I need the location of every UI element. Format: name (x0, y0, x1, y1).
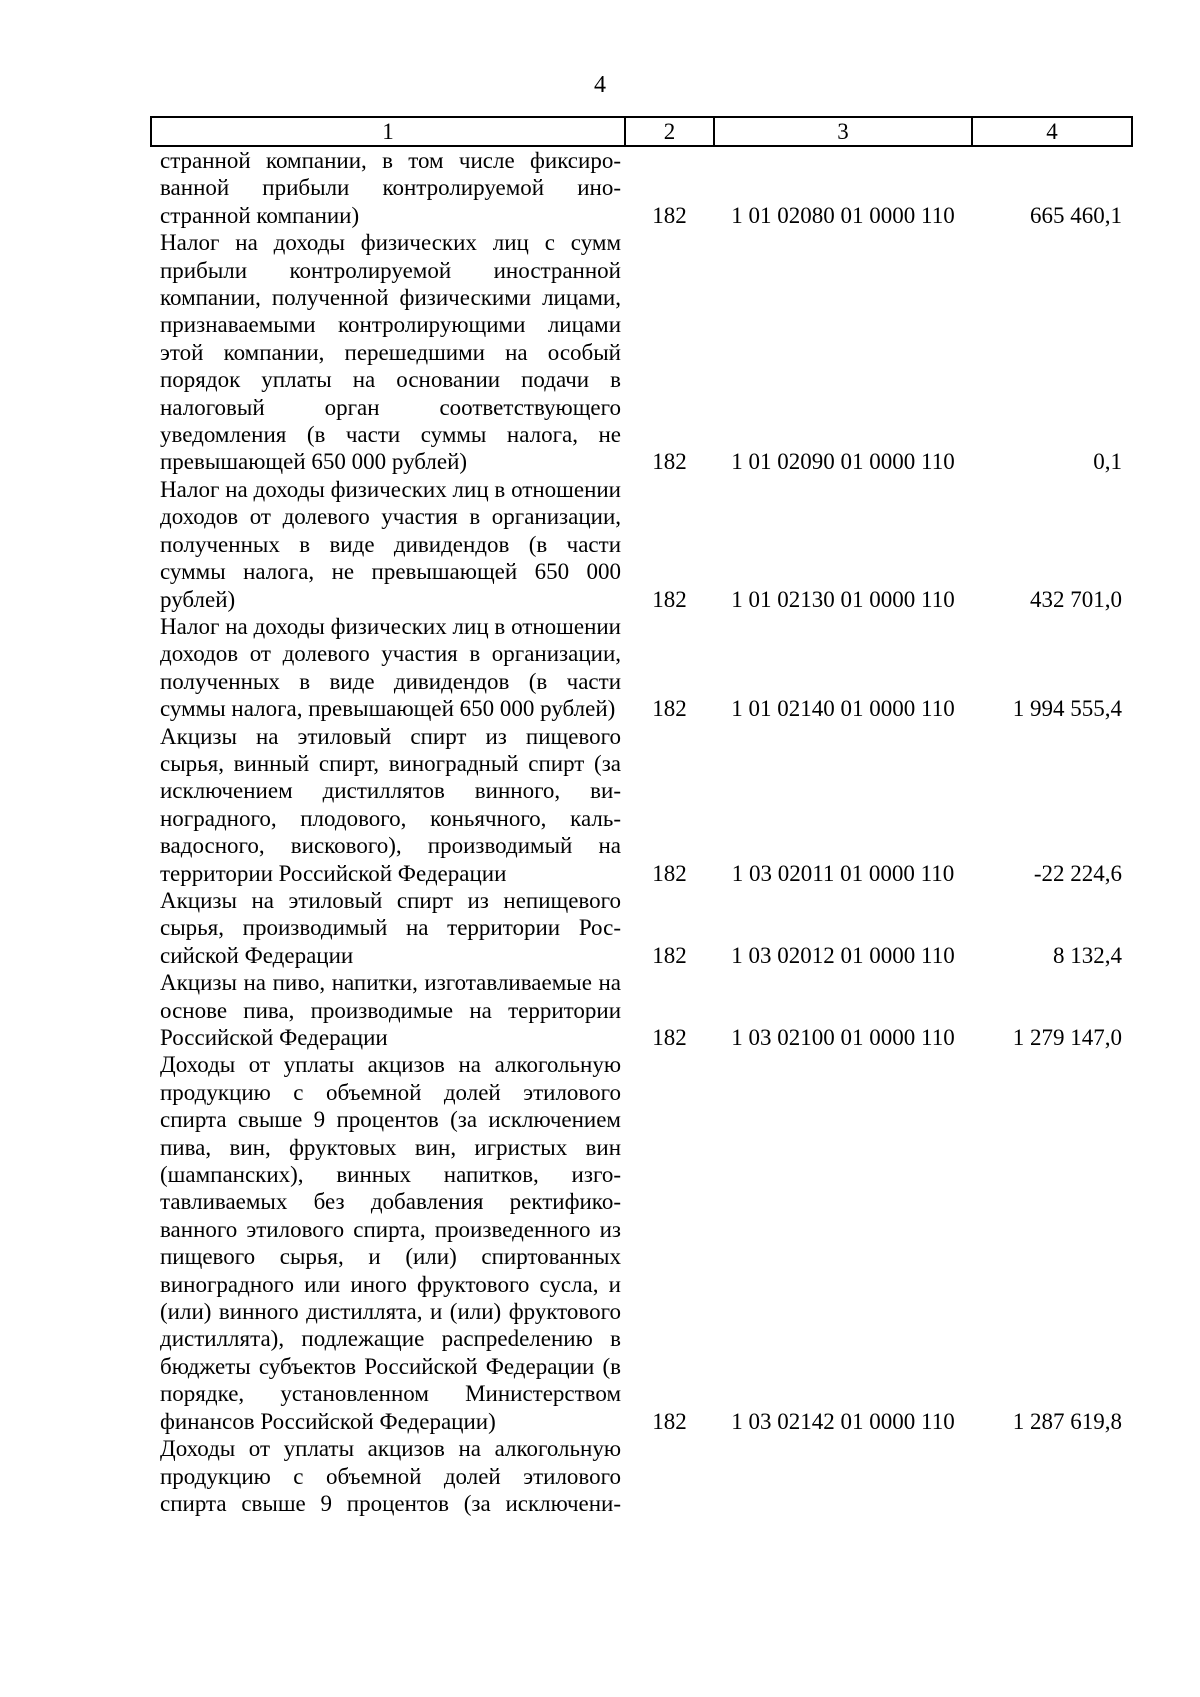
row-amount: 1 279 147,0 (1012, 1025, 1122, 1050)
table-row (151, 1435, 1132, 1517)
table-row (151, 1051, 1132, 1435)
revenue-table (150, 116, 1133, 1517)
table-row (151, 229, 1132, 476)
table-row (151, 476, 1132, 613)
revenue-table-container (150, 116, 1131, 1517)
row-admin-code: 182 (652, 860, 687, 886)
row-description: Налог на доходы физических лиц в отношении доходов от долевого участия в организации, полученных в виде дивидендов (в части суммы налога, не превышающей 650 000 рублей) (160, 476, 621, 612)
row-admin-code: 182 (652, 942, 687, 968)
row-description: Акцизы на пиво, напитки, изготавливаемые на основе пива, производимые на территории Российской Федерации (160, 970, 621, 1050)
row-admin-code: 182 (652, 696, 687, 722)
table-row (151, 723, 1132, 887)
row-budget-code: 1 01 02130 01 0000 110 (731, 586, 955, 612)
row-budget-code: 1 03 02100 01 0000 110 (731, 1025, 955, 1050)
column-header-2: 2 (625, 117, 714, 146)
row-description: Доходы от уплаты акцизов на алкогольную продукцию с объемной долей этилового спирта свыше 9 процентов (за исключени- (160, 1436, 621, 1516)
row-budget-code: 1 03 02011 01 0000 110 (731, 860, 955, 886)
column-header-1: 1 (151, 117, 625, 146)
row-admin-code: 182 (652, 586, 687, 612)
row-description: Акцизы на этиловый спирт из непищевого сырья, производимый на территории Российской Федерации (160, 887, 621, 968)
row-description: странной компании, в том числе фиксированной прибыли контролируемой иностранной компании) (160, 148, 621, 228)
row-budget-code: 1 03 02142 01 0000 110 (731, 1408, 955, 1434)
row-budget-code: 1 01 02090 01 0000 110 (731, 449, 955, 475)
row-description: Доходы от уплаты акцизов на алкогольную продукцию с объемной долей этилового спирта свыше 9 процентов (за исключением пива, вин, фруктовых вин, игристых вин (шампанских), винных напитков, изготавливаемых без добавления ректификованного этилового спирта, произведенного из пищевого сырья, и (или) спиртованных виноградного или иного фруктового сусла, и (или) винного дистиллята, и (или) фруктового дистиллята), подлежащие распреdелению в бюджеты субъектов Российской Федерации (в порядке, установленном Министерством финансов Российской Федерации) (160, 1052, 621, 1434)
row-admin-code: 182 (652, 449, 687, 475)
row-amount: 1 994 555,4 (1012, 696, 1122, 722)
row-admin-code: 182 (652, 1408, 687, 1434)
row-admin-code (625, 1435, 714, 1517)
row-amount: 0,1 (1093, 449, 1122, 475)
row-budget-code: 1 01 02080 01 0000 110 (731, 202, 955, 228)
row-amount: 432 701,0 (1030, 586, 1122, 612)
row-amount: 665 460,1 (1030, 202, 1122, 228)
row-amount: -22 224,6 (1033, 860, 1122, 886)
row-description: Акцизы на этиловый спирт из пищевого сырья, винный спирт, виноградный спирт (за исключением дистиллятов винного, виноградного, плодового, коньячного, кальвадосного, вискового), производимый на территории Российской Федерации (160, 723, 621, 886)
row-budget-code (714, 1435, 972, 1517)
row-amount: 1 287 619,8 (1012, 1408, 1122, 1434)
row-budget-code: 1 01 02140 01 0000 110 (731, 696, 955, 722)
table-row (151, 146, 1132, 229)
row-description: Налог на доходы физических лиц с сумм прибыли контролируемой иностранной компании, полученной физическими лицами, признаваемыми контролирующими лицами этой компании, перешедшими на особый порядок уплаты на основании подачи в налоговый орган соответствующего уведомления (в части суммы налога, не превышающей 650 000 рублей) (160, 230, 621, 475)
table-row (151, 887, 1132, 969)
column-header-3: 3 (714, 117, 972, 146)
table-header-row (151, 117, 1132, 146)
table-row (151, 969, 1132, 1051)
page-number: 4 (594, 72, 606, 98)
row-description: Налог на доходы физических лиц в отношении доходов от долевого участия в организации, полученных в виде дивидендов (в части суммы налога, превышающей 650 000 рублей) (160, 613, 621, 722)
row-admin-code: 182 (652, 202, 687, 228)
column-header-4: 4 (972, 117, 1132, 146)
table-row (151, 613, 1132, 723)
row-admin-code: 182 (652, 1025, 687, 1050)
row-amount: 8 132,4 (1053, 942, 1122, 968)
row-budget-code: 1 03 02012 01 0000 110 (731, 942, 955, 968)
row-amount (972, 1435, 1132, 1517)
